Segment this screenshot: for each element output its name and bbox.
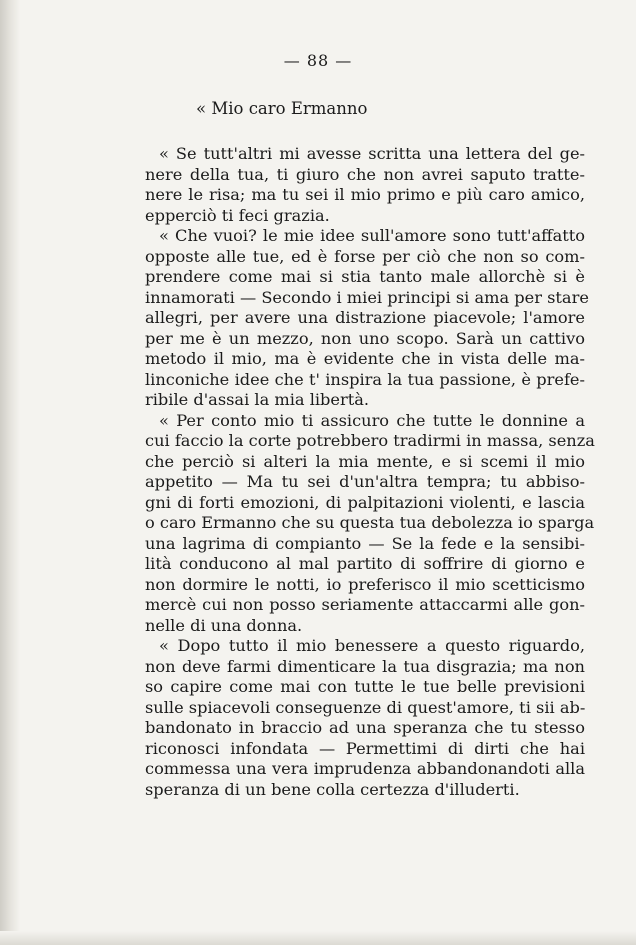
text-line: per me è un mezzo, non uno scopo. Sarà un cattivo [145,328,585,348]
text-line: gni di forti emozioni, di palpitazioni violenti, e lascia [145,492,585,512]
text-line: bandonato in braccio ad una speranza che tu stesso [145,718,585,737]
text-line: prendere come mai si stia tanto male allorchè si è [145,267,585,286]
text-line: riconosci infondata — Permettimi di dirti che hai [145,738,585,758]
text-line: mercè cui non posso seriamente attaccarmi alle gon- [145,595,585,614]
text-line: « Che vuoi? le mie idee sull'amore sono tutt'affatto [159,226,585,245]
text-line: ribile d'assai la mia libertà. [145,390,370,409]
text-line: una lagrima di compianto — Se la fede e la sensibi- [145,533,585,553]
text-line: cui faccio la corte potrebbero tradirmi in massa, senza [145,431,595,450]
letter-body [145,144,595,800]
text-line: « Se tutt'altri mi avesse scritta una lettera del ge- [159,144,585,163]
text-line: non dormire le notti, io preferisco il mio scetticismo [145,574,585,594]
page-number: — 88 — [283,51,353,70]
text-line: « Dopo tutto il mio benessere a questo riguardo, [159,636,585,655]
text-line: opposte alle tue, ed è forse per ciò che non so com- [145,246,585,266]
text-line: linconiche idee che t' inspira la tua passione, è prefe- [145,369,585,389]
text-line: so capire come mai con tutte le tue belle previsioni [145,677,585,696]
page-gutter-shadow [0,0,20,945]
letter-salutation: « Mio caro Ermanno [196,99,368,118]
text-line: non deve farmi dimenticare la tua disgrazia; ma non [145,656,585,676]
text-line: allegri, per avere una distrazione piacevole; l'amore [145,308,585,327]
text-line: o caro Ermanno che su questa tua debolezza io sparga [145,513,595,532]
text-line: che perciò si alteri la mia mente, e si scemi il mio [145,451,585,471]
text-line: speranza di un bene colla certezza d'illuderti. [145,779,520,799]
text-line: epperciò ti feci grazia. [145,205,330,225]
text-line: lità conducono al mal partito di soffrire di giorno e [145,554,585,573]
text-line: sulle spiacevoli conseguenze di quest'amore, ti sii ab- [145,697,586,717]
text-line: nere le risa; ma tu sei il mio primo e più caro amico, [145,185,585,204]
text-line: metodo il mio, ma è evidente che in vista delle ma- [145,349,585,368]
text-line: « Per conto mio ti assicuro che tutte le donnine a [159,410,585,430]
text-line: commessa una vera imprudenza abbandonandoti alla [145,759,585,778]
text-line: appetito — Ma tu sei d'un'altra tempra; tu abbiso- [145,472,585,491]
text-line: innamorati — Secondo i miei principi si ama per stare [145,287,589,307]
text-line: nelle di una donna. [145,615,303,635]
page-bottom-edge [0,931,636,945]
text-line: nere della tua, ti giuro che non avrei saputo tratte- [145,164,585,184]
